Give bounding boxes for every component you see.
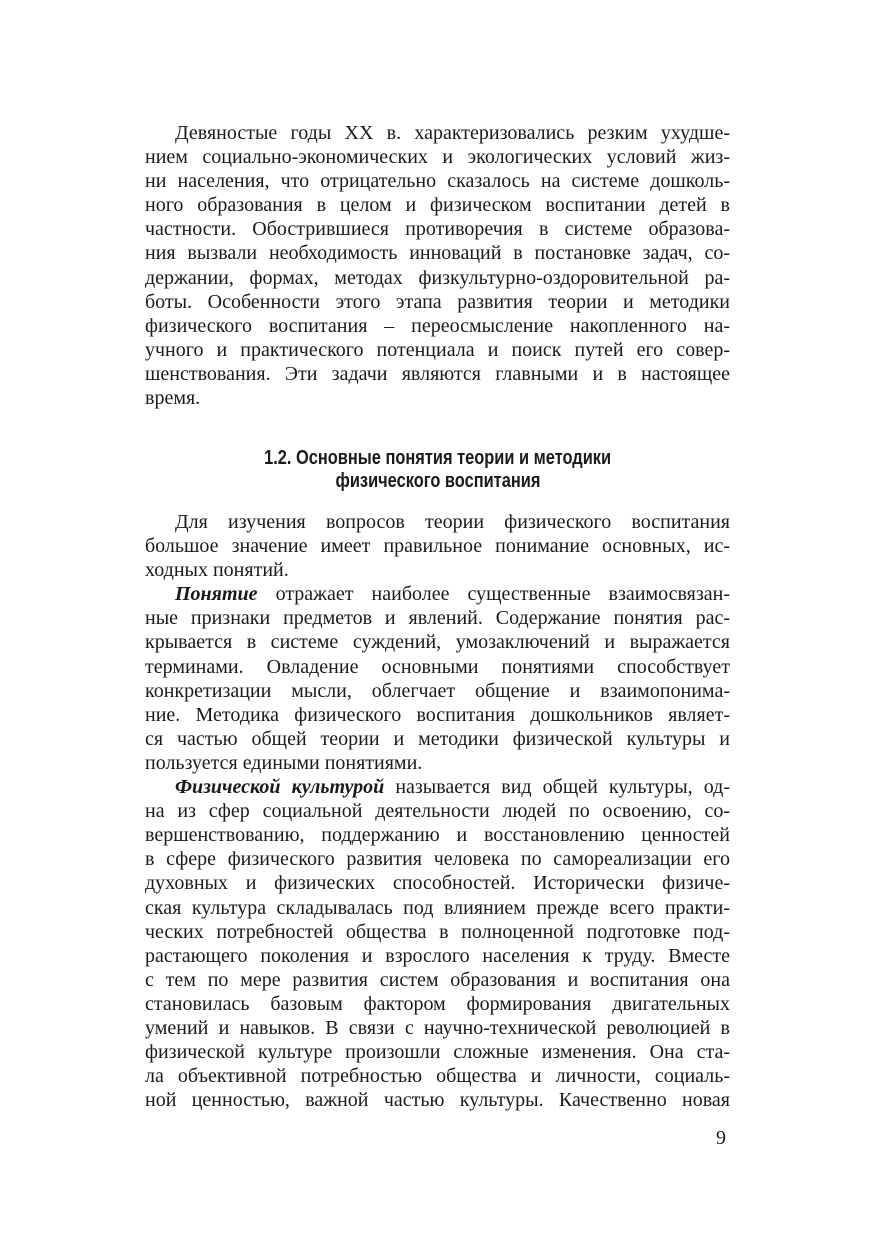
text-line-content: ческих потребностей общества в полноценной подготовке под- — [145, 920, 730, 943]
text-line — [145, 558, 730, 582]
text-line-content: называется вид общей культуры, од- — [384, 776, 730, 799]
text-line-content: Для изучения вопросов теории физического воспитания — [175, 511, 730, 533]
text-line-content: терминами. Овладение основными понятиями способствует — [145, 655, 730, 678]
text-line — [145, 582, 730, 606]
text-line-content: большое значение имеет правильное понимание основных, ис- — [145, 535, 730, 558]
text-line — [145, 823, 730, 847]
text-line — [145, 992, 730, 1016]
text-line-content: пользуется едиными понятиями. — [145, 751, 423, 774]
text-line — [145, 968, 730, 992]
text-line-content: растающего поколения и взрослого населения к труду. Вместе — [145, 944, 730, 967]
text-line-content: ные признаки предметов и явлений. Содержание понятия рас- — [145, 607, 730, 630]
text-line-content: конкретизации мысли, облегчает общение и взаимопонима- — [145, 679, 730, 702]
text-line-content: физической культуре произошли сложные изменения. Она ста- — [145, 1041, 730, 1064]
paragraph-physical-culture-definition — [145, 775, 730, 1112]
paragraph-concepts-intro — [145, 510, 730, 582]
body-text-flow — [145, 510, 730, 1112]
defined-term: Понятие — [175, 583, 258, 606]
text-line — [145, 703, 730, 727]
text-line — [145, 606, 730, 630]
text-line — [145, 944, 730, 968]
section-heading-line-1: 1.2. Основные понятия теории и методики — [264, 447, 612, 469]
text-line — [145, 241, 730, 265]
text-line-content: время. — [145, 387, 201, 410]
text-line-content: умений и навыков. В связи с научно-технической революцией в — [145, 1016, 730, 1039]
text-line-content: вершенствованию, поддержанию и восстановлению ценностей — [145, 824, 730, 847]
text-line-content: в сфере физического развития человека по самореализации его — [145, 848, 730, 871]
text-line-content: становилась базовым фактором формирования двигательных — [145, 992, 730, 1015]
text-line-content: ной ценностью, важной частью культуры. Качественно новая — [145, 1089, 730, 1112]
text-line-content: нием социально-экономических и экологических условий жиз- — [145, 146, 730, 169]
text-line-content: ходных понятий. — [145, 559, 289, 582]
text-line — [145, 121, 730, 145]
text-line — [145, 896, 730, 920]
text-line-content: держании, формах, методах физкультурно-оздоровительной ра- — [145, 266, 730, 289]
text-line-content: шенствования. Эти задачи являются главными и в настоящее — [145, 362, 730, 385]
text-line — [145, 871, 730, 895]
text-line-content: духовных и физических способностей. Исторически физиче- — [145, 872, 730, 895]
text-line — [145, 145, 730, 169]
text-line — [145, 1016, 730, 1040]
text-line — [145, 217, 730, 241]
text-line — [145, 169, 730, 193]
text-line — [145, 266, 730, 290]
text-line — [145, 386, 730, 410]
text-line-content: ни населения, что отрицательно сказалось на системе дошколь- — [145, 170, 730, 193]
text-line-content: крывается в системе суждений, умозаключений и выражается — [145, 631, 730, 654]
text-line-content: ние. Методика физического воспитания дошкольников являет- — [145, 703, 730, 726]
text-line — [145, 630, 730, 654]
section-heading-line-2: физического воспитания — [335, 470, 541, 492]
paragraph-intro — [145, 121, 730, 410]
defined-term: Физической культурой — [175, 776, 385, 799]
text-line — [145, 290, 730, 314]
text-line-content: с тем по мере развития систем образования и воспитания она — [145, 968, 730, 991]
text-line-content: на из сфер социальной деятельности людей по освоению, со- — [145, 800, 730, 823]
text-line-content: ская культура складывалась под влиянием прежде всего практи- — [145, 896, 730, 919]
text-line — [145, 727, 730, 751]
text-line — [145, 751, 730, 775]
text-line — [145, 314, 730, 338]
text-line — [145, 1088, 730, 1112]
text-line-content: физического воспитания – переосмысление накопленного на- — [145, 314, 730, 337]
text-line — [145, 193, 730, 217]
section-heading — [0, 447, 876, 493]
text-line-content: ся частью общей теории и методики физической культуры и — [145, 727, 730, 750]
text-line — [145, 510, 730, 534]
text-line — [145, 1064, 730, 1088]
text-line — [145, 799, 730, 823]
text-line — [145, 775, 730, 799]
text-line-content: ла объективной потребностью общества и личности, социаль- — [145, 1065, 730, 1088]
text-line-content: учного и практического потенциала и поиск путей его совер- — [145, 338, 730, 361]
text-line — [145, 362, 730, 386]
text-line — [145, 655, 730, 679]
paragraph-concept-definition — [145, 582, 730, 775]
text-line-content: частности. Обострившиеся противоречия в системе образова- — [145, 218, 730, 241]
text-line-content: Девяностые годы XX в. характеризовались резким ухудше- — [175, 122, 730, 144]
text-line-content: ния вызвали необходимость инноваций в постановке задач, со- — [145, 242, 730, 265]
text-line — [145, 920, 730, 944]
text-line — [145, 534, 730, 558]
text-line — [145, 1040, 730, 1064]
page-number: 9 — [716, 1127, 726, 1149]
text-line — [145, 338, 730, 362]
text-line — [145, 847, 730, 871]
text-line-content: ного образования в целом и физическом воспитании детей в — [145, 194, 730, 217]
text-line-content: отражает наиболее существенные взаимосвязан- — [257, 583, 730, 606]
text-line-content: боты. Особенности этого этапа развития теории и методики — [145, 290, 730, 313]
text-line — [145, 679, 730, 703]
